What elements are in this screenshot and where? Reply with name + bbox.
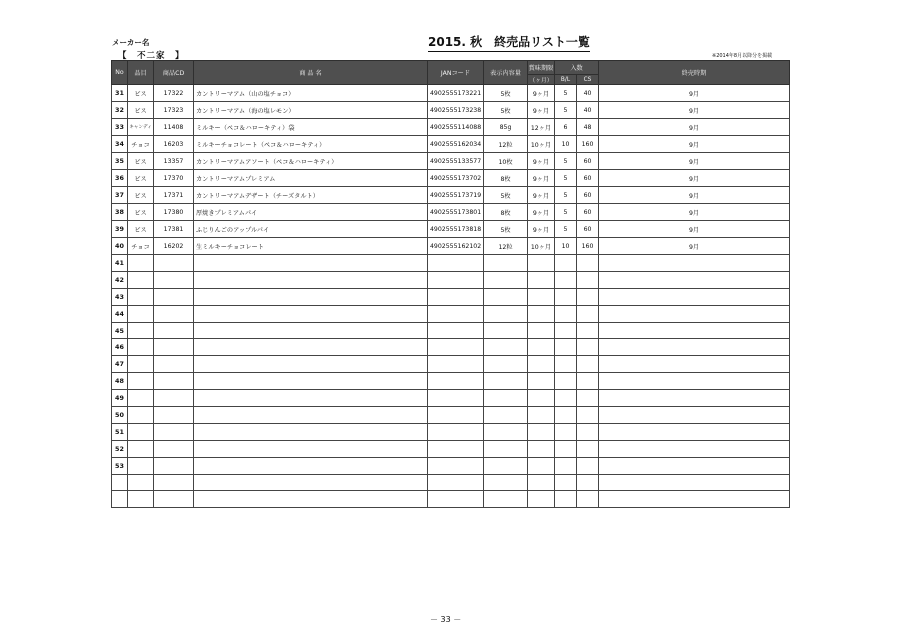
table-row (112, 153, 790, 170)
cell-code (154, 322, 194, 339)
cell-name (194, 440, 428, 457)
cell-category (128, 288, 154, 305)
table-row (112, 474, 790, 491)
cell-volume: 12粒 (484, 238, 528, 255)
cell-jan: 4902555173801 (428, 204, 484, 221)
cell-bl: 5 (555, 153, 577, 170)
cell-code: 17371 (154, 187, 194, 204)
col-cs-header: CS (577, 75, 599, 85)
table-row (112, 170, 790, 187)
cell-volume (484, 440, 528, 457)
table-row (112, 305, 790, 322)
cell-volume: 5枚 (484, 221, 528, 238)
table-row (112, 255, 790, 272)
cell-no (112, 491, 128, 508)
cell-jan: 4902555162102 (428, 238, 484, 255)
cell-no: 52 (112, 440, 128, 457)
cell-cs (577, 440, 599, 457)
col-period-header: 終売時期 (599, 61, 790, 85)
cell-name (194, 356, 428, 373)
cell-jan (428, 305, 484, 322)
cell-shelf-life: 10ヶ月 (528, 136, 555, 153)
cell-jan: 4902555173238 (428, 102, 484, 119)
cell-name (194, 288, 428, 305)
cell-bl (555, 474, 577, 491)
cell-code (154, 390, 194, 407)
cell-bl: 10 (555, 136, 577, 153)
cell-volume (484, 390, 528, 407)
cell-period (599, 407, 790, 424)
col-jan-header: JANコード (428, 61, 484, 85)
cell-period (599, 288, 790, 305)
cell-period: 9月 (599, 119, 790, 136)
cell-no: 46 (112, 339, 128, 356)
cell-cs: 60 (577, 204, 599, 221)
cell-bl: 5 (555, 85, 577, 102)
cell-jan (428, 407, 484, 424)
cell-shelf-life (528, 440, 555, 457)
cell-volume: 5枚 (484, 187, 528, 204)
table-row (112, 423, 790, 440)
cell-bl (555, 271, 577, 288)
cell-no: 33 (112, 119, 128, 136)
cell-volume (484, 457, 528, 474)
cell-no: 53 (112, 457, 128, 474)
cell-volume: 5枚 (484, 85, 528, 102)
table-row (112, 187, 790, 204)
cell-name: ふじりんごのアップルパイ (194, 221, 428, 238)
cell-period (599, 440, 790, 457)
cell-category (128, 356, 154, 373)
col-shelf-life-unit: （ヶ月） (528, 75, 555, 85)
cell-code (154, 440, 194, 457)
table-row (112, 271, 790, 288)
cell-volume (484, 305, 528, 322)
col-pack-header: 入数 (555, 61, 599, 75)
cell-bl (555, 255, 577, 272)
cell-period (599, 339, 790, 356)
cell-category: ビス (128, 85, 154, 102)
cell-volume (484, 474, 528, 491)
table-row (112, 85, 790, 102)
cell-period (599, 457, 790, 474)
cell-bl (555, 440, 577, 457)
cell-cs: 40 (577, 102, 599, 119)
cell-jan (428, 457, 484, 474)
cell-shelf-life (528, 255, 555, 272)
cell-category (128, 390, 154, 407)
maker-label: メーカー名 (112, 38, 150, 47)
cell-category (128, 423, 154, 440)
cell-no: 34 (112, 136, 128, 153)
cell-shelf-life (528, 271, 555, 288)
cell-period: 9月 (599, 153, 790, 170)
cell-bl (555, 356, 577, 373)
table-row (112, 390, 790, 407)
cell-name: カントリーマアムプレミアム (194, 170, 428, 187)
cell-volume: 10枚 (484, 153, 528, 170)
cell-period (599, 373, 790, 390)
cell-name: カントリーマアムアソート（ペコ＆ハローキティ） (194, 153, 428, 170)
cell-shelf-life: 12ヶ月 (528, 119, 555, 136)
cell-shelf-life: 9ヶ月 (528, 187, 555, 204)
cell-name (194, 423, 428, 440)
cell-name: カントリーマアムデザート（チーズタルト） (194, 187, 428, 204)
cell-jan (428, 373, 484, 390)
cell-jan (428, 440, 484, 457)
cell-name (194, 407, 428, 424)
cell-cs: 160 (577, 238, 599, 255)
cell-shelf-life (528, 373, 555, 390)
cell-cs: 160 (577, 136, 599, 153)
cell-name (194, 255, 428, 272)
cell-code: 17323 (154, 102, 194, 119)
cell-cs: 40 (577, 85, 599, 102)
cell-cs (577, 305, 599, 322)
cell-jan: 4902555133577 (428, 153, 484, 170)
cell-no: 32 (112, 102, 128, 119)
cell-category (128, 474, 154, 491)
cell-name (194, 373, 428, 390)
cell-period: 9月 (599, 204, 790, 221)
cell-no: 42 (112, 271, 128, 288)
cell-bl (555, 322, 577, 339)
cell-code (154, 305, 194, 322)
cell-category (128, 440, 154, 457)
cell-jan (428, 339, 484, 356)
cell-code (154, 356, 194, 373)
cell-code (154, 457, 194, 474)
cell-category (128, 457, 154, 474)
cell-volume (484, 255, 528, 272)
cell-shelf-life (528, 457, 555, 474)
cell-bl (555, 457, 577, 474)
cell-category (128, 491, 154, 508)
cell-category (128, 271, 154, 288)
cell-jan (428, 491, 484, 508)
col-code-header: 商品CD (154, 61, 194, 85)
cell-shelf-life (528, 339, 555, 356)
cell-jan: 4902555173702 (428, 170, 484, 187)
cell-code (154, 288, 194, 305)
cell-cs (577, 423, 599, 440)
cell-shelf-life (528, 491, 555, 508)
cell-cs: 60 (577, 187, 599, 204)
cell-jan (428, 255, 484, 272)
cell-name: カントリーマアム（山の塩チョコ） (194, 85, 428, 102)
cell-period (599, 305, 790, 322)
cell-no (112, 474, 128, 491)
cell-period (599, 356, 790, 373)
cell-jan: 4902555114088 (428, 119, 484, 136)
cell-jan (428, 474, 484, 491)
cell-shelf-life (528, 288, 555, 305)
cell-name (194, 491, 428, 508)
cell-category: ビス (128, 187, 154, 204)
cell-bl: 5 (555, 204, 577, 221)
cell-bl (555, 373, 577, 390)
cell-bl: 6 (555, 119, 577, 136)
cell-cs (577, 255, 599, 272)
col-name-header: 商 品 名 (194, 61, 428, 85)
cell-cs (577, 356, 599, 373)
cell-period (599, 390, 790, 407)
cell-cs (577, 373, 599, 390)
cell-period (599, 322, 790, 339)
cell-no: 38 (112, 204, 128, 221)
cell-no: 31 (112, 85, 128, 102)
cell-period (599, 271, 790, 288)
cell-cs (577, 457, 599, 474)
cell-category: ビス (128, 170, 154, 187)
cell-category: ビス (128, 221, 154, 238)
cell-period (599, 423, 790, 440)
cell-shelf-life (528, 474, 555, 491)
cell-bl (555, 407, 577, 424)
cell-period (599, 255, 790, 272)
cell-no: 35 (112, 153, 128, 170)
cell-jan (428, 356, 484, 373)
table-body (112, 85, 790, 508)
table-row (112, 356, 790, 373)
cell-shelf-life: 9ヶ月 (528, 170, 555, 187)
cell-volume (484, 423, 528, 440)
cell-name: 生ミルキーチョコレート (194, 238, 428, 255)
cell-no: 37 (112, 187, 128, 204)
cell-bl: 5 (555, 170, 577, 187)
cell-cs: 60 (577, 170, 599, 187)
table-row (112, 373, 790, 390)
cell-code: 11408 (154, 119, 194, 136)
cell-period: 9月 (599, 102, 790, 119)
cell-shelf-life: 9ヶ月 (528, 204, 555, 221)
table-row (112, 457, 790, 474)
table-row (112, 136, 790, 153)
cell-no: 47 (112, 356, 128, 373)
cell-code (154, 255, 194, 272)
cell-no: 43 (112, 288, 128, 305)
cell-bl (555, 491, 577, 508)
cell-period (599, 491, 790, 508)
cell-cs: 60 (577, 153, 599, 170)
page-title: 2015. 秋 終売品リスト一覧 (428, 33, 590, 52)
cell-no: 36 (112, 170, 128, 187)
cell-period (599, 474, 790, 491)
cell-no: 48 (112, 373, 128, 390)
cell-volume (484, 373, 528, 390)
cell-no: 44 (112, 305, 128, 322)
table-row (112, 119, 790, 136)
cell-name (194, 474, 428, 491)
cell-code: 13357 (154, 153, 194, 170)
cell-shelf-life: 9ヶ月 (528, 221, 555, 238)
cell-volume (484, 491, 528, 508)
cell-code: 16202 (154, 238, 194, 255)
table-row (112, 288, 790, 305)
cell-shelf-life (528, 407, 555, 424)
cell-category: チョコ (128, 238, 154, 255)
table-row (112, 204, 790, 221)
cell-volume: 12粒 (484, 136, 528, 153)
cell-name (194, 339, 428, 356)
cell-cs: 48 (577, 119, 599, 136)
cell-name (194, 457, 428, 474)
cell-category: チョコ (128, 136, 154, 153)
cell-category: ビス (128, 102, 154, 119)
col-bl-header: B/L (555, 75, 577, 85)
cell-jan: 4902555162034 (428, 136, 484, 153)
cell-volume: 8枚 (484, 170, 528, 187)
cell-jan (428, 423, 484, 440)
cell-volume: 8枚 (484, 204, 528, 221)
table-row (112, 339, 790, 356)
cell-bl: 5 (555, 102, 577, 119)
cell-volume (484, 322, 528, 339)
cell-category (128, 339, 154, 356)
listing-note: ※2014年8月以降分を掲載 (712, 53, 773, 59)
cell-no: 40 (112, 238, 128, 255)
cell-category (128, 373, 154, 390)
cell-cs (577, 474, 599, 491)
table-row (112, 491, 790, 508)
col-shelf-life-header: 賞味期限 (528, 61, 555, 75)
cell-period: 9月 (599, 170, 790, 187)
cell-volume (484, 271, 528, 288)
cell-bl (555, 288, 577, 305)
cell-category: キャンディ (128, 119, 154, 136)
cell-category (128, 407, 154, 424)
cell-bl (555, 339, 577, 356)
maker-name: 【 不二家 】 (118, 51, 185, 61)
cell-volume (484, 356, 528, 373)
cell-cs (577, 288, 599, 305)
cell-shelf-life (528, 423, 555, 440)
cell-name: 厚焼きプレミアムパイ (194, 204, 428, 221)
cell-name: ミルキーチョコレート（ペコ＆ハローキティ） (194, 136, 428, 153)
table-row (112, 102, 790, 119)
cell-bl: 5 (555, 221, 577, 238)
cell-jan (428, 271, 484, 288)
cell-cs (577, 271, 599, 288)
cell-category: ビス (128, 153, 154, 170)
cell-period: 9月 (599, 85, 790, 102)
cell-no: 39 (112, 221, 128, 238)
cell-shelf-life: 9ヶ月 (528, 102, 555, 119)
col-category-header: 品目 (128, 61, 154, 85)
cell-code (154, 491, 194, 508)
table-row (112, 407, 790, 424)
table-row (112, 238, 790, 255)
cell-jan (428, 322, 484, 339)
cell-name (194, 305, 428, 322)
cell-jan: 4902555173221 (428, 85, 484, 102)
cell-name (194, 271, 428, 288)
cell-code (154, 407, 194, 424)
cell-no: 50 (112, 407, 128, 424)
cell-shelf-life (528, 356, 555, 373)
cell-volume (484, 339, 528, 356)
cell-bl (555, 390, 577, 407)
cell-volume (484, 288, 528, 305)
cell-code: 17322 (154, 85, 194, 102)
cell-category (128, 322, 154, 339)
cell-no: 45 (112, 322, 128, 339)
cell-code (154, 271, 194, 288)
cell-period: 9月 (599, 238, 790, 255)
cell-period: 9月 (599, 221, 790, 238)
cell-code (154, 339, 194, 356)
cell-shelf-life (528, 390, 555, 407)
cell-no: 51 (112, 423, 128, 440)
cell-cs (577, 390, 599, 407)
cell-jan: 4902555173719 (428, 187, 484, 204)
cell-cs: 60 (577, 221, 599, 238)
cell-jan (428, 288, 484, 305)
cell-name: ミルキー（ペコ＆ハローキティ）袋 (194, 119, 428, 136)
cell-cs (577, 322, 599, 339)
col-volume-header: 表示内容量 (484, 61, 528, 85)
cell-bl (555, 423, 577, 440)
cell-code (154, 423, 194, 440)
cell-jan: 4902555173818 (428, 221, 484, 238)
page-number: － 33 － (430, 615, 462, 624)
cell-code (154, 474, 194, 491)
cell-shelf-life (528, 305, 555, 322)
cell-jan (428, 390, 484, 407)
cell-cs (577, 407, 599, 424)
cell-code: 16203 (154, 136, 194, 153)
cell-period: 9月 (599, 136, 790, 153)
cell-volume: 5枚 (484, 102, 528, 119)
cell-code: 17381 (154, 221, 194, 238)
cell-bl (555, 305, 577, 322)
cell-shelf-life (528, 322, 555, 339)
cell-bl: 5 (555, 187, 577, 204)
cell-name (194, 322, 428, 339)
discontinued-products-table (111, 60, 790, 508)
cell-shelf-life: 9ヶ月 (528, 85, 555, 102)
cell-shelf-life: 9ヶ月 (528, 153, 555, 170)
cell-code: 17380 (154, 204, 194, 221)
cell-volume: 85g (484, 119, 528, 136)
cell-name: カントリーマアム（海の塩レモン） (194, 102, 428, 119)
cell-category (128, 255, 154, 272)
cell-category (128, 305, 154, 322)
cell-no: 41 (112, 255, 128, 272)
cell-volume (484, 407, 528, 424)
table-row (112, 221, 790, 238)
cell-shelf-life: 10ヶ月 (528, 238, 555, 255)
table-row (112, 440, 790, 457)
cell-code: 17370 (154, 170, 194, 187)
cell-bl: 10 (555, 238, 577, 255)
cell-period: 9月 (599, 187, 790, 204)
cell-cs (577, 339, 599, 356)
table-row (112, 322, 790, 339)
cell-category: ビス (128, 204, 154, 221)
cell-name (194, 390, 428, 407)
cell-cs (577, 491, 599, 508)
col-no-header: No (112, 61, 128, 85)
cell-code (154, 373, 194, 390)
cell-no: 49 (112, 390, 128, 407)
